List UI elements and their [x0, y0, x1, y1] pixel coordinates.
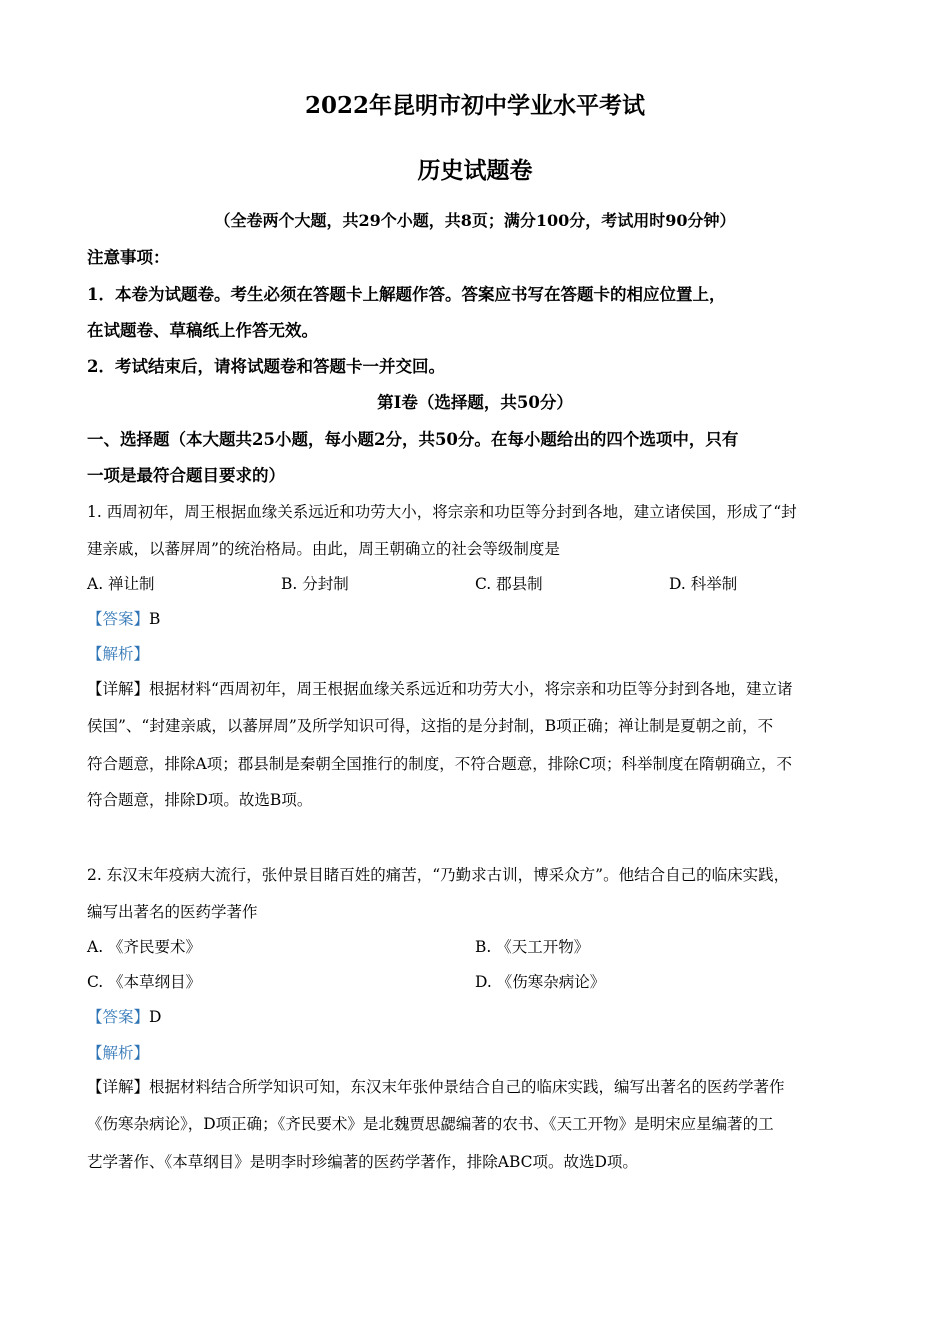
- notice-item-2: 2．考试结束后，请将试题卷和答题卡一并交回。: [87, 357, 445, 376]
- question-1-option-a: A. 禅让制: [87, 575, 155, 593]
- notice-item-1-line-1: 1．本卷为试题卷。考生必须在答题卡上解题作答。答案应书写在答题卡的相应位置上，: [87, 285, 726, 304]
- question-2-option-d: D. 《伤寒杂病论》: [475, 973, 606, 991]
- question-1-option-c: C. 郡县制: [475, 575, 543, 593]
- question-2-detail-line-1: [87, 1077, 877, 1097]
- detail-text: 根据材料结合所学知识可知，东汉末年张仲景结合自己的临床实践，编写出著名的医药学著作: [149, 1078, 785, 1096]
- question-1-detail-line-4: 符合题意，排除D项。故选B项。: [87, 791, 313, 809]
- answer-value: D: [149, 1008, 162, 1026]
- question-2-detail-line-2: 《伤寒杂病论》，D项正确；《齐民要术》是北魏贾思勰编著的农书、《天工开物》是明宋应星编著的工: [87, 1115, 774, 1133]
- question-1-option-b: B. 分封制: [281, 575, 349, 593]
- question-1-option-d: D. 科举制: [669, 575, 738, 593]
- question-2-analysis-tag: 【解析】: [87, 1044, 150, 1062]
- detail-tag: 【详解】: [87, 1078, 150, 1096]
- question-2-option-c: C. 《本草纲目》: [87, 973, 202, 991]
- question-1-detail-line-1: [87, 679, 877, 699]
- question-1-detail-line-3: 符合题意，排除A项；郡县制是秦朝全国推行的制度，不符合题意，排除C项；科举制度在隋朝确立，不: [87, 755, 793, 773]
- answer-value: B: [149, 610, 161, 628]
- volume-title: 第I卷（选择题，共50分）: [377, 393, 573, 412]
- question-1-stem-line-2: 建亲戚，以蕃屏周”的统治格局。由此，周王朝确立的社会等级制度是: [87, 540, 560, 558]
- question-2-stem-line-2: 编写出著名的医药学著作: [87, 903, 258, 921]
- part-heading-line-2: 一项是最符合题目要求的）: [87, 466, 285, 485]
- answer-tag: 【答案】: [87, 1008, 150, 1026]
- question-2-detail-line-3: 艺学著作、《本草纲目》是明李时珍编著的医药学著作，排除ABC项。故选D项。: [87, 1153, 638, 1171]
- question-1-detail-line-2: 侯国”、“封建亲戚，以蕃屏周”及所学知识可得，这指的是分封制，B项正确；禅让制是夏朝之前，不: [87, 717, 774, 735]
- exam-title: 2022年昆明市初中学业水平考试: [304, 92, 645, 119]
- question-2-answer: [87, 1007, 877, 1027]
- question-2-stem-line-1: 2. 东汉末年疫病大流行，张仲景目睹百姓的痛苦，“乃勤求古训，博采众方”。他结合自己的临床实践，: [87, 866, 790, 884]
- notice-heading: 注意事项：: [87, 248, 170, 267]
- question-1-analysis-tag: 【解析】: [87, 645, 150, 663]
- detail-text: 根据材料“西周初年，周王根据血缘关系远近和功劳大小，将宗亲和功臣等分封到各地，建立诸: [149, 680, 793, 698]
- notice-item-1-line-2: 在试题卷、草稿纸上作答无效。: [87, 321, 318, 340]
- exam-subtitle: （全卷两个大题，共29个小题，共8页；满分100分，考试用时90分钟）: [214, 211, 736, 230]
- paper-title: 历史试题卷: [417, 157, 533, 184]
- answer-tag: 【答案】: [87, 610, 150, 628]
- part-heading-line-1: 一、选择题（本大题共25小题，每小题2分，共50分。在每小题给出的四个选项中，只有: [87, 430, 739, 449]
- question-1-stem-line-1: 1. 西周初年，周王根据血缘关系远近和功劳大小，将宗亲和功臣等分封到各地，建立诸侯国，形成了“封: [87, 503, 797, 521]
- question-1-answer: [87, 609, 877, 629]
- detail-tag: 【详解】: [87, 680, 150, 698]
- question-2-option-b: B. 《天工开物》: [475, 938, 590, 956]
- question-2-option-a: A. 《齐民要术》: [87, 938, 202, 956]
